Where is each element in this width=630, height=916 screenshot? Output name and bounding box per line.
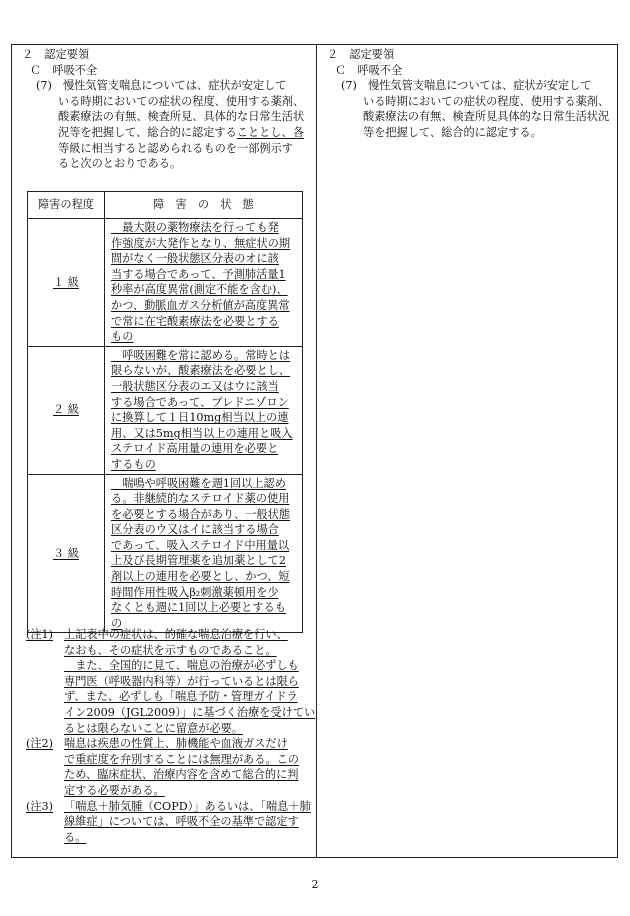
note-line: 喘息は疾患の性質上、肺機能や血液ガスだけ: [64, 737, 288, 751]
right-column: [327, 47, 615, 141]
paragraph-line: ると次のとおりである。: [58, 157, 182, 171]
grade-cell: ３ 級: [28, 474, 105, 633]
note-line: 専門医（呼吸器内科等）が行っているとは限ら: [64, 674, 299, 688]
paragraph-line: いる時期においての症状の程度、使用する薬剤、: [58, 94, 305, 108]
state-line: するもの: [111, 457, 156, 471]
paragraph-line: いる時期においての症状の程度、使用する薬剤、: [363, 94, 610, 108]
state-cell: [105, 474, 303, 633]
note-line: 「喘息＋肺気腫（COPD）」あるいは、「喘息＋肺: [64, 799, 311, 813]
state-line: であって、吸入ステロイド中用量以: [111, 538, 290, 552]
paragraph-line: (7) 慢性気管支喘息については、症状が安定して: [36, 79, 287, 93]
state-line: 上及び長期管理薬を追加薬として2: [111, 554, 286, 568]
state-line: る。非継続的なステロイド薬の使用: [111, 492, 290, 506]
state-line: 時間作用性吸入β₂刺激薬頓用を少: [111, 585, 279, 599]
page-number: 2: [311, 878, 319, 891]
paragraph-line: 等を把握して、総合的に認定する。: [363, 125, 542, 139]
paragraph-line: 況等を把握して、総合的に認定することとし、各: [58, 125, 304, 139]
table-row: [28, 219, 303, 347]
note: [26, 799, 311, 846]
note-body: [64, 799, 311, 846]
state-line: 最大限の薬物療法を行っても発: [111, 221, 279, 234]
note-line: 線維症」については、呼吸不全の基準で認定す: [64, 815, 299, 829]
note-label: (注2): [26, 737, 54, 751]
table-row: [28, 474, 303, 633]
subsection-heading-old: Ｃ 呼吸不全: [335, 63, 403, 77]
state-line: 限らないが、酸素療法を必要とし、: [111, 364, 291, 378]
column-divider: [316, 44, 317, 858]
state-line: 当する場合であって、予測肺活量1: [111, 267, 286, 281]
state-line: なくとも週に1回以上必要とするも: [111, 601, 286, 615]
note-line: イン2009（JGL2009）」に基づく治療を受けてい: [64, 705, 316, 719]
note-line: ず、また、必ずしも「喘息予防・管理ガイドラ: [64, 690, 298, 704]
note-label: (注3): [26, 799, 54, 813]
paragraph: [22, 78, 312, 172]
notes-section: [26, 627, 316, 845]
header-grade: 障害の程度: [28, 192, 105, 219]
note: [26, 627, 316, 736]
table-row: [28, 346, 303, 474]
state-line: 秒率が高度異常(測定不能を含む)、: [111, 283, 288, 297]
state-line: もの: [111, 330, 134, 344]
state-line: かつ、動脈血ガス分析値が高度異常: [111, 298, 290, 312]
state-line: 間がなく一般状態区分表のオに該: [111, 252, 279, 266]
note-line: る。: [64, 830, 87, 844]
grade-cell: １ 級: [28, 219, 105, 347]
note-line: なおも、その症状を示すものであること。: [64, 643, 277, 657]
state-cell: [105, 219, 303, 347]
state-line: 喘鳴や呼吸困難を週1回以上認め: [111, 476, 286, 490]
state-line: 用、又は5mg相当以上の連用と吸入: [111, 426, 293, 440]
note-line: で重症度を弁別することには無理がある。この: [64, 752, 299, 766]
state-line: 一般状態区分表のエ又はウに該当: [111, 379, 279, 393]
section-heading: ２ 認定要領: [22, 48, 90, 61]
disability-grade-table: [27, 191, 303, 633]
paragraph-line: 酸素療法の有無、検査所見、具体的な日常生活状: [58, 110, 305, 124]
paragraph-old: [327, 78, 615, 140]
note-line: るとは限らないことに留意が必要。: [64, 721, 244, 735]
state-line: の: [111, 616, 123, 630]
state-line: 呼吸困難を常に認める。常時とは: [111, 348, 291, 362]
grade-cell: ２ 級: [28, 346, 105, 474]
paragraph-line: 等級に相当すると認められるものを一部例示す: [58, 141, 293, 155]
paragraph-line: 酸素療法の有無、検査所見具体的な日常生活状況: [363, 110, 610, 124]
note: [26, 736, 311, 798]
note-body: [64, 627, 315, 736]
state-line: 剤以上の連用を必要とし、かつ、短: [111, 570, 290, 584]
state-line: で常に在宅酸素療法を必要とする: [111, 314, 279, 328]
note-line: また、全国的に見て、喘息の治療が必ずしも: [64, 659, 299, 673]
note-line: ため、臨床症状、治療内容を含めて総合的に判: [64, 768, 299, 782]
state-line: ステロイド高用量の連用を必要と: [111, 442, 279, 456]
state-line: する場合であって、プレドニゾロン: [111, 395, 289, 409]
state-line: 作強度が大発作となり、無症状の期: [111, 236, 291, 250]
note-line: 上記表中の症状は、的確な喘息治療を行い、: [64, 628, 288, 641]
state-line: を必要とする場合があり、一般状態: [111, 507, 291, 521]
note-body: [64, 736, 311, 798]
table-header-row: [28, 192, 303, 219]
subsection-heading: Ｃ 呼吸不全: [30, 63, 98, 77]
state-cell: [105, 346, 303, 474]
left-column: [22, 47, 312, 172]
header-state: 障 害 の 状 態: [105, 192, 303, 219]
state-line: に換算して１日10mg相当以上の連: [111, 411, 289, 425]
state-line: 区分表のウ又はイに該当する場合: [111, 523, 279, 537]
note-label: (注1): [26, 628, 54, 641]
note-line: 定する必要がある。: [64, 783, 165, 797]
paragraph-line: (7) 慢性気管支喘息については、症状が安定して: [341, 79, 592, 93]
section-heading-old: ２ 認定要領: [327, 48, 395, 61]
